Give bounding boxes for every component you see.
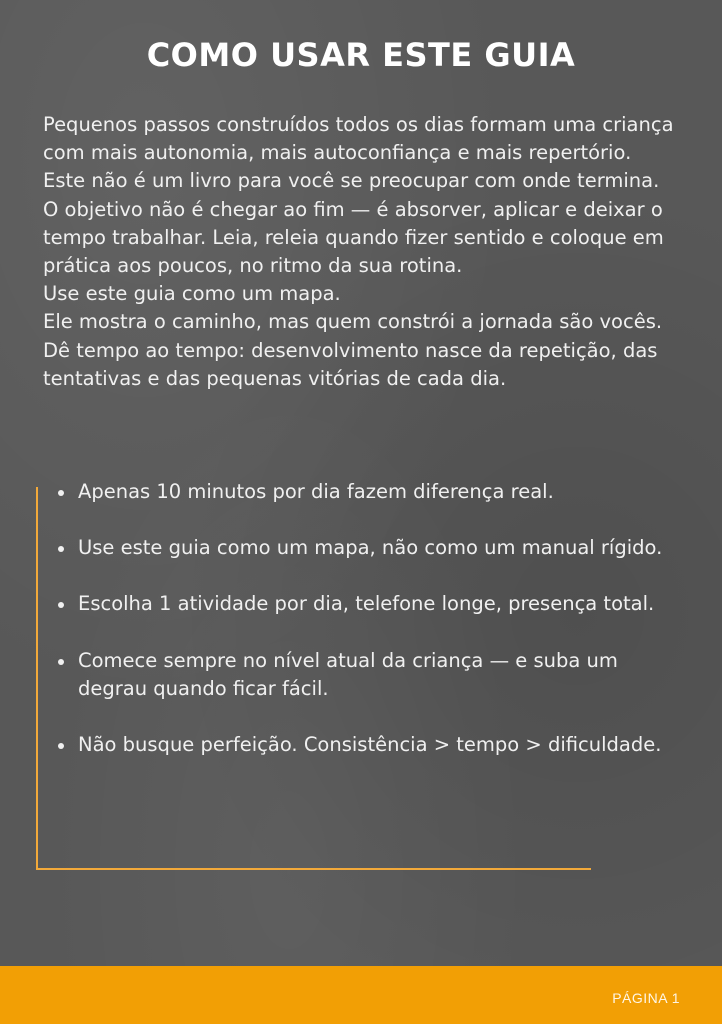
intro-paragraph: O objetivo não é chegar ao fim — é absorver, aplicar e deixar o tempo trabalhar. Leia, releia quando fizer sentido e coloque em prática aos poucos, no ritmo da sua rotina.	[43, 197, 664, 278]
list-item	[58, 478, 668, 506]
bullet-dot-icon	[58, 546, 64, 552]
bullet-dot-icon	[58, 659, 64, 665]
bullet-dot-icon	[58, 743, 64, 749]
list-item-text: Escolha 1 atividade por dia, telefone longe, presença total.	[78, 592, 655, 616]
bullet-dot-icon	[58, 602, 64, 608]
list-item	[58, 731, 668, 759]
page-title: COMO USAR ESTE GUIA	[146, 36, 576, 74]
tips-list	[58, 478, 668, 787]
intro-paragraph: Ele mostra o caminho, mas quem constrói a jornada são vocês. Dê tempo ao tempo: desenvolvimento nasce da repetição, das tentativas e das pequenas vitórias de cada dia.	[43, 310, 663, 390]
page-number: PÁGINA 1	[612, 990, 680, 1006]
intro-paragraph: Este não é um livro para você se preocupar com onde termina.	[43, 169, 660, 193]
intro-text	[43, 111, 693, 393]
list-item-text: Use este guia como um mapa, não como um manual rígido.	[78, 536, 663, 560]
intro-paragraph: Use este guia como um mapa.	[43, 282, 341, 306]
list-item	[58, 534, 668, 562]
list-item	[58, 647, 668, 703]
list-item-text: Apenas 10 minutos por dia fazem diferença real.	[78, 480, 554, 503]
list-item	[58, 590, 668, 618]
list-item-text: Não busque perfeição. Consistência > tempo > dificuldade.	[78, 733, 662, 757]
footer-bar	[0, 966, 722, 1024]
list-item-text: Comece sempre no nível atual da criança — e suba um degrau quando ficar fácil.	[78, 648, 618, 700]
intro-paragraph: Pequenos passos construídos todos os dias formam uma criança com mais autonomia, mais autoconfiança e mais repertório.	[43, 113, 674, 165]
bullet-dot-icon	[58, 490, 64, 496]
